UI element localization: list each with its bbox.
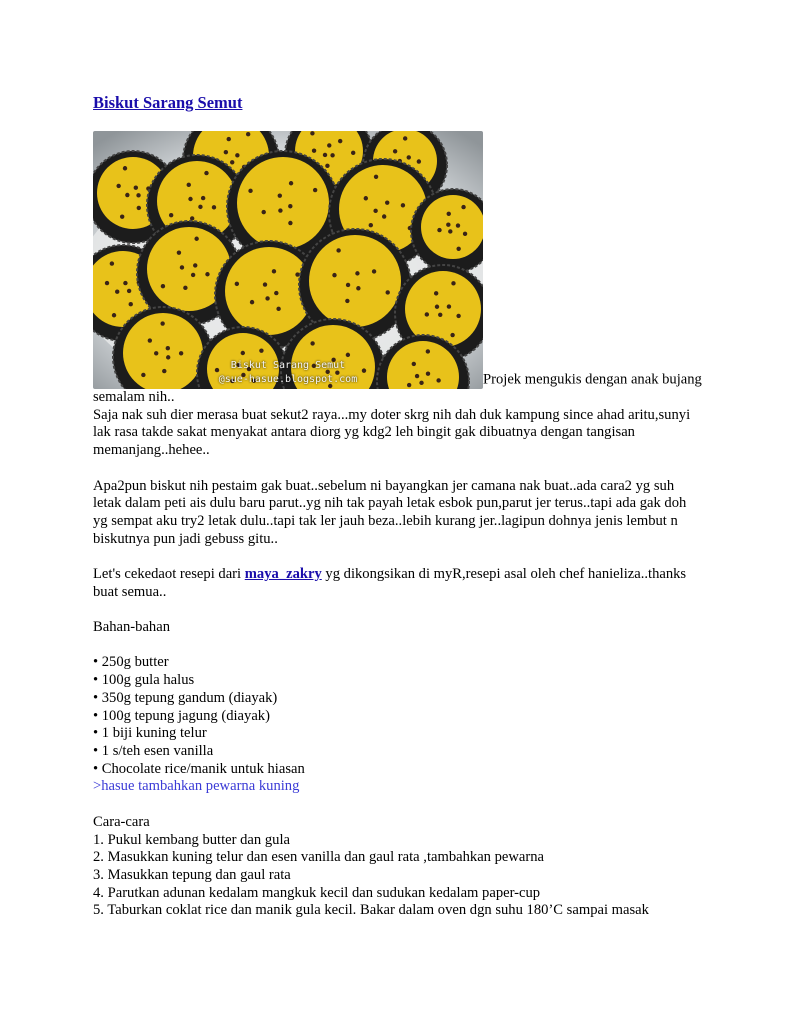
ingredient-item: • 350g tepung gandum (diayak) <box>93 689 278 706</box>
ingredient-item: • 1 s/teh esen vanilla <box>93 743 214 759</box>
step-item: 5. Taburkan coklat rice dan manik gula kecil. Bakar dalam oven dgn suhu 180’C sampai masak <box>93 902 649 919</box>
para3-text-before: Let's cekedaot resepi dari <box>93 566 245 582</box>
ingredient-item: • Chocolate rice/manik untuk hiasan <box>93 760 305 777</box>
step-item: 2. Masukkan kuning telur dan esen vanilla dan gaul rata ,tambahkan pewarna <box>93 849 545 866</box>
paragraph-3 <box>93 566 703 601</box>
watermark-title: Biskut Sarang Semut <box>230 360 346 371</box>
steps-list <box>93 832 703 921</box>
ingredients-list <box>93 654 703 796</box>
ingredient-item: • 250g butter <box>93 654 169 671</box>
ingredient-item: • 100g tepung jagung (diayak) <box>93 707 270 724</box>
ingredient-item: • 100g gula halus <box>93 672 195 689</box>
cookie-photo-illustration <box>93 131 483 389</box>
intro-text: Projek mengukis dengan anak bujang semalam nih.. <box>93 371 702 405</box>
intro-block <box>93 131 703 407</box>
author-link[interactable]: maya_zakry <box>244 566 322 582</box>
cookie-photo <box>93 131 483 389</box>
para3-text-after: yg dikongsikan di myR,resepi asal oleh chef hanieliza..thanks buat semua.. <box>93 566 687 600</box>
post-body <box>93 131 703 920</box>
step-item: 1. Pukul kembang butter dan gula <box>93 831 290 848</box>
ingredient-item: • 1 biji kuning telur <box>93 725 207 742</box>
ingredients-note: >hasue tambahkan pewarna kuning <box>93 778 300 795</box>
paragraph-1: Saja nak suh dier merasa buat sekut2 raya...my doter skrg nih dah duk kampung since ahad aritu,sunyi lak rasa takde sakat menyakat antara diorg yg kdg2 leh bingit gak dibuatnya dengan tangisan memanjang..hehee.. <box>93 406 691 459</box>
step-item: 3. Masukkan tepung dan gaul rata <box>93 866 291 883</box>
paragraph-2: Apa2pun biskut nih pestaim gak buat..sebelum ni bayangkan jer camana nak buat..ada cara2 yg suh letak dalam peti ais dulu baru parut..yg nih tak payah letak esbok pun,parut jer terus..tapi ada gak doh yg sempat aku try2 letak dulu..tapi tak ler jauh beza..lebih kurang jer..lagipun dohnya jenis lembut n biskutnya pun jadi gebuss gitu.. <box>93 477 687 547</box>
watermark-url: @sue-hasue.blogspot.com <box>218 374 358 385</box>
step-item: 4. Parutkan adunan kedalam mangkuk kecil dan sudukan kedalam paper-cup <box>93 884 541 901</box>
post-title-link[interactable]: Biskut Sarang Semut <box>93 93 243 112</box>
ingredients-heading: Bahan-bahan <box>93 619 170 636</box>
steps-heading: Cara-cara <box>93 813 150 830</box>
